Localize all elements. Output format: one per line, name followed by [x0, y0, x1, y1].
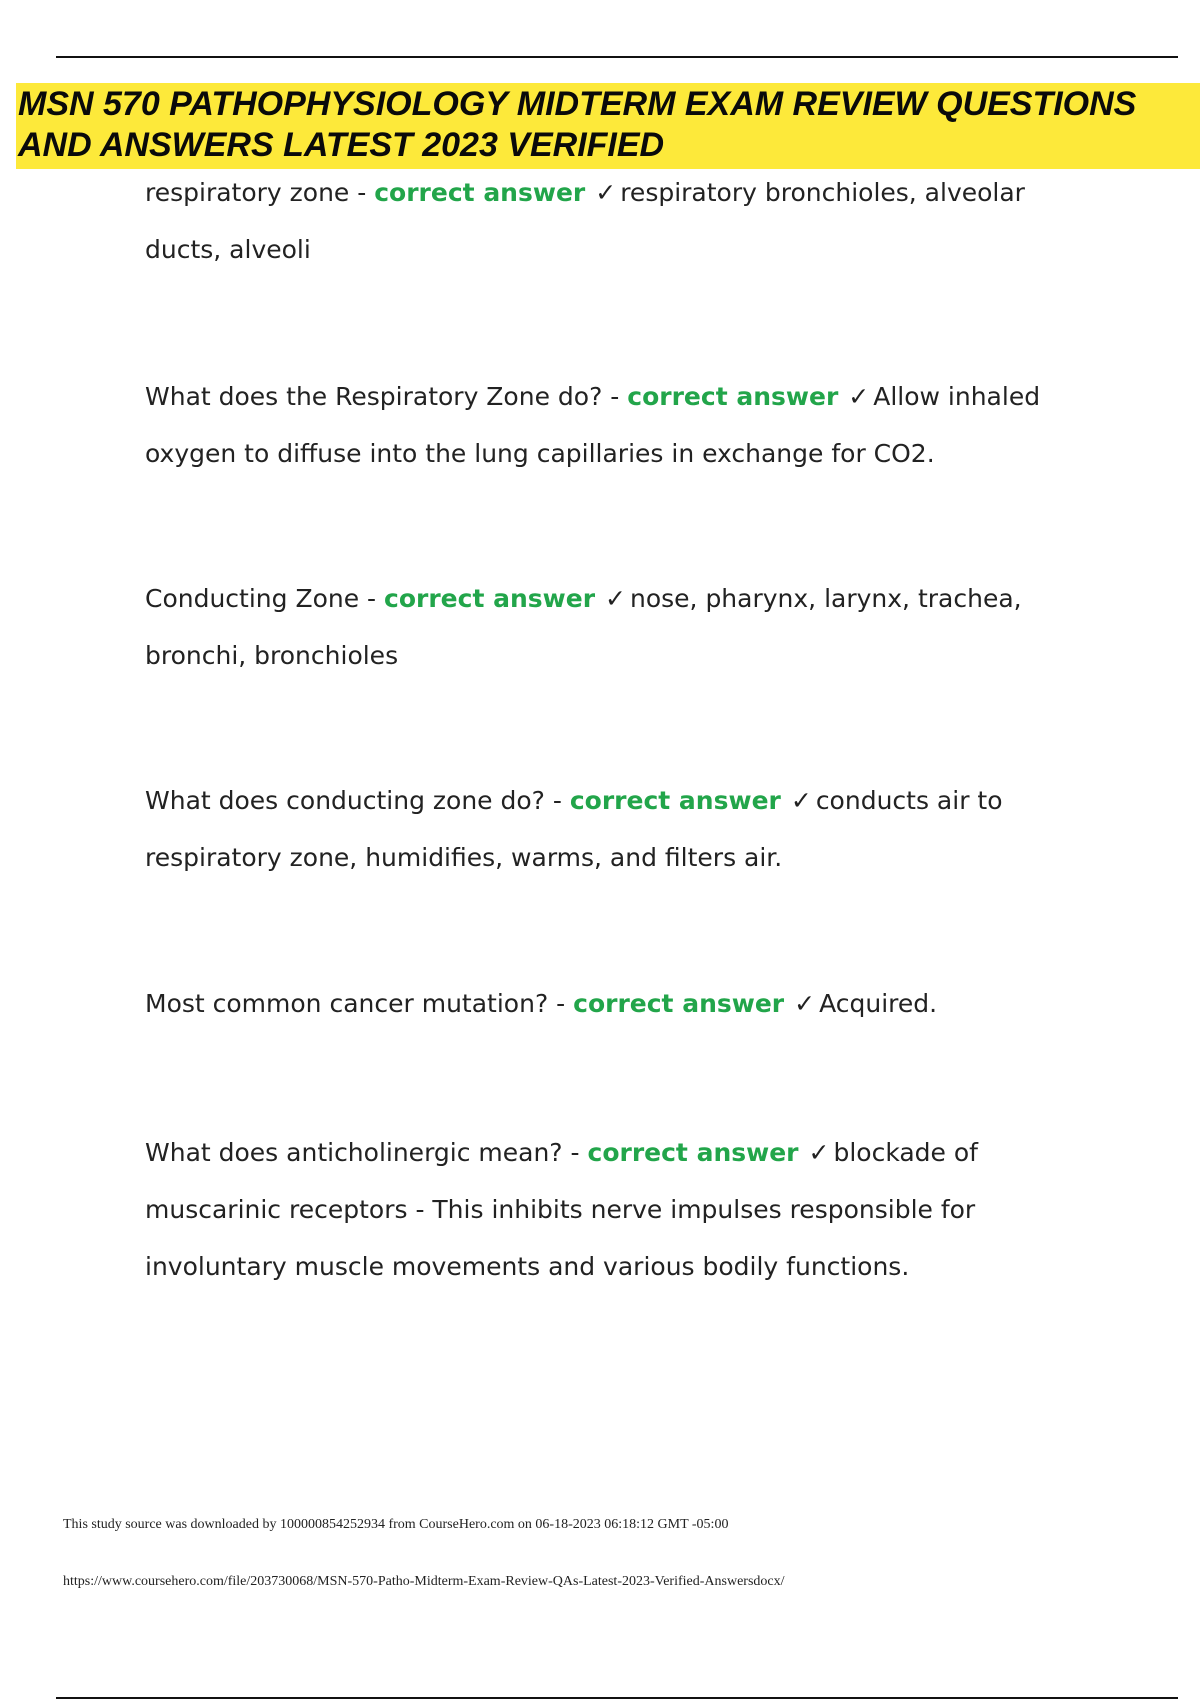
answer-text: nose, pharynx, larynx, trachea, bronchi, bronchioles — [145, 584, 1022, 670]
answer-text: respiratory bronchioles, alveolar ducts, alveoli — [145, 178, 1025, 264]
check-icon: ✓ — [790, 786, 812, 815]
title-line-2: AND ANSWERS LATEST 2023 VERIFIED — [18, 126, 665, 164]
correct-answer-label: correct answer — [627, 382, 839, 411]
bottom-rule — [56, 1697, 1178, 1699]
question-text: What does the Respiratory Zone do? - — [145, 382, 628, 411]
title-banner — [16, 83, 1200, 169]
check-icon: ✓ — [848, 382, 870, 411]
check-icon: ✓ — [794, 989, 816, 1018]
answer-text: conducts air to respiratory zone, humidifies, warms, and filters air. — [145, 786, 1003, 872]
answer-text: Allow inhaled oxygen to diffuse into the lung capillaries in exchange for CO2. — [145, 382, 1041, 468]
question-text: respiratory zone - — [145, 178, 375, 207]
answer-text: Acquired. — [819, 989, 938, 1018]
qa-item — [145, 164, 1105, 278]
correct-answer-label: correct answer — [587, 1138, 799, 1167]
check-icon: ✓ — [605, 584, 626, 613]
qa-item — [145, 570, 1105, 684]
correct-answer-label: correct answer — [384, 584, 596, 613]
answer-text: blockade of muscarinic receptors - This inhibits nerve impulses responsible for involuntary muscle movements and various bodily functions. — [145, 1138, 978, 1281]
question-text: What does anticholinergic mean? - — [145, 1138, 588, 1167]
qa-item — [145, 368, 1105, 482]
check-icon: ✓ — [808, 1138, 830, 1167]
question-text: Conducting Zone - — [145, 584, 385, 613]
correct-answer-label: correct answer — [374, 178, 586, 207]
title-line-1: MSN 570 PATHOPHYSIOLOGY MIDTERM EXAM REVIEW QUESTIONS — [18, 85, 1137, 123]
question-text: What does conducting zone do? - — [145, 786, 570, 815]
top-rule — [56, 56, 1178, 58]
correct-answer-label: correct answer — [573, 989, 785, 1018]
qa-item — [145, 1124, 1105, 1295]
correct-answer-label: correct answer — [569, 786, 781, 815]
download-note: This study source was downloaded by 100000854252934 from CourseHero.com on 06-18-2023 06:18:12 GMT -05:00 — [63, 1517, 729, 1532]
source-url[interactable]: https://www.coursehero.com/file/203730068/MSN-570-Patho-Midterm-Exam-Review-QAs-Latest-2023-Verified-Answersdocx/ — [63, 1574, 785, 1589]
qa-item — [145, 975, 1105, 1032]
question-text: Most common cancer mutation? - — [145, 989, 574, 1018]
qa-item — [145, 772, 1105, 886]
check-icon: ✓ — [595, 178, 617, 207]
